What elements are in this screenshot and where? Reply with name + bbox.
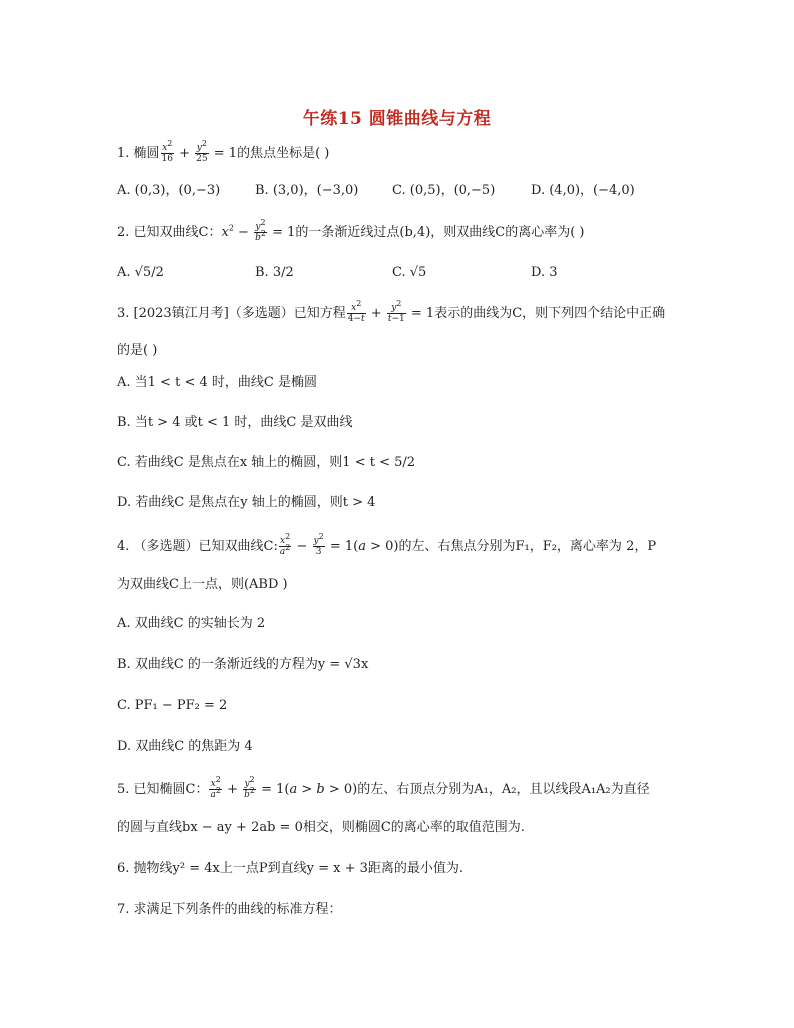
question-1-suffix: 的焦点坐标是( ) [237, 146, 330, 161]
question-2-stem: 2. 已知双曲线C：$x^2$ − $\frac{y2}{b2}$ = 1的一条渐近线过点(b,4)，则双曲线C的离心率为( ) [117, 218, 585, 243]
question-3-stem-line2: 的是( ) [117, 343, 158, 358]
question-4-option-b: B. 双曲线C 的一条渐近线的方程为y = √3x [117, 657, 369, 672]
question-4-stem: 4. （多选题）已知双曲线C: $\frac{x2}{a2}$ − $\frac{y2}{3}$ = 1(a > 0)的左、右焦点分别为F₁，F₂，离心率为 2，P [117, 532, 657, 557]
question-5-stem: 5. 已知椭圆C： $\frac{x2}{a2}$ + $\frac{y2}{b2}$ = 1(a > b > 0)的左、右顶点分别为A₁，A₂，且以线段A₁A₂为直径 [117, 775, 650, 800]
question-3-option-d: D. 若曲线C 是焦点在y 轴上的椭圆，则t > 4 [117, 495, 376, 510]
question-1-option-c: C. (0,5)，(0,−5) [392, 183, 496, 198]
question-4-option-d: D. 双曲线C 的焦距为 4 [117, 739, 253, 754]
question-4-option-c: C. PF₁ − PF₂ = 2 [117, 698, 228, 713]
question-2-option-c: C. √5 [392, 265, 427, 280]
question-6-stem: 6. 抛物线y² = 4x上一点P到直线y = x + 3距离的最小值为. [117, 861, 463, 876]
question-3-suffix: 表示的曲线为C，则下列四个结论中正确 [434, 306, 666, 321]
question-2-option-a: A. √5/2 [117, 265, 164, 280]
question-2-prefix: 2. 已知双曲线C： [117, 225, 222, 240]
question-4-suffix: 的左、右焦点分别为F₁，F₂，离心率为 2，P [398, 539, 657, 554]
question-2-option-d: D. 3 [531, 265, 558, 280]
question-4-prefix: 4. （多选题）已知双曲线C: [117, 539, 278, 554]
question-4-option-a: A. 双曲线C 的实轴长为 2 [117, 616, 266, 631]
question-1-option-a: A. (0,3)，(0,−3) [117, 183, 221, 198]
question-3-prefix: 3. [2023镇江月考]（多选题）已知方程 [117, 306, 346, 321]
question-4-stem-line2: 为双曲线C上一点，则(ABD ) [117, 577, 288, 592]
question-7-stem: 7. 求满足下列条件的曲线的标准方程： [117, 902, 342, 917]
question-1-prefix: 1. 椭圆 [117, 146, 160, 161]
question-3-stem: 3. [2023镇江月考]（多选题）已知方程 $\frac{x2}{4-t}$ + $\frac{y2}{t-1}$ = 1表示的曲线为C，则下列四个结论中正确 [117, 299, 666, 324]
question-2-suffix: 的一条渐近线过点(b,4)，则双曲线C的离心率为( ) [295, 225, 585, 240]
question-3-option-c: C. 若曲线C 是焦点在x 轴上的椭圆，则1 < t < 5/2 [117, 455, 416, 470]
question-5-suffix: 的左、右顶点分别为A₁，A₂，且以线段A₁A₂为直径 [357, 782, 650, 797]
question-5-prefix: 5. 已知椭圆C： [117, 782, 209, 797]
worksheet-title: 午练15 圆锥曲线与方程 [302, 109, 492, 129]
question-1-stem: 1. 椭圆 $\frac{x2}{16}$ + $\frac{y2}{25}$ = 1的焦点坐标是( ) [117, 139, 330, 164]
question-1-option-d: D. (4,0)，(−4,0) [531, 183, 635, 198]
question-3-option-a: A. 当1 < t < 4 时，曲线C 是椭圆 [117, 375, 317, 390]
question-3-option-b: B. 当t > 4 或t < 1 时，曲线C 是双曲线 [117, 415, 353, 430]
question-2-option-b: B. 3/2 [255, 265, 294, 280]
question-5-stem-line2: 的圆与直线bx − ay + 2ab = 0相交，则椭圆C的离心率的取值范围为. [117, 820, 525, 835]
question-1-option-b: B. (3,0)，(−3,0) [255, 183, 359, 198]
